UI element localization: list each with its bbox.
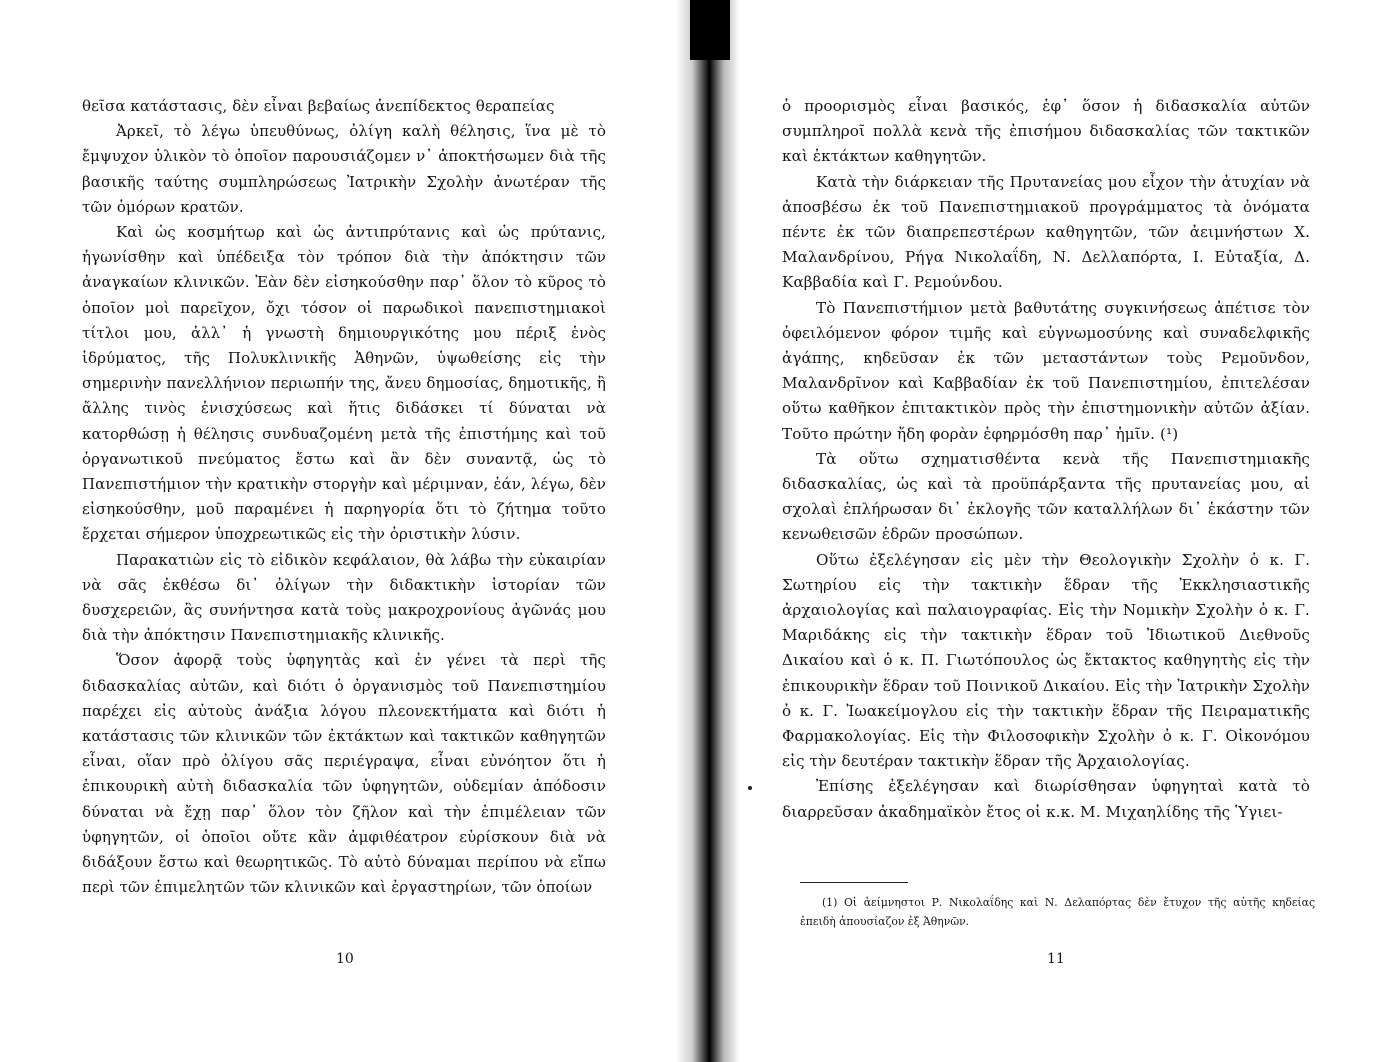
left-paragraph-1: θεῖσα κατάστασις, δὲν εἶναι βεβαίως ἀνεπίδεκτος θεραπείας <box>82 97 555 115</box>
right-paragraph-6: Ἐπίσης ἐξελέγησαν καὶ διωρίσθησαν ὑφηγηταὶ κατὰ τὸ διαρρεῦσαν ἀκαδημαϊκὸν ἔτος οἱ κ.κ. Μ. Μιχαηλίδης τῆς Ὑγιει- <box>782 777 1310 821</box>
left-paragraph-3: Καὶ ὡς κοσμήτωρ καὶ ὡς ἀντιπρύτανις καὶ ὡς πρύτανις, ἠγωνίσθην καὶ ὑπέδειξα τὸν τρόπον διὰ τὴν ἀπόκτησιν τῶν ἀναγκαίων κλινικῶν. Ἐὰν δὲν εἰσηκούσθην παρ᾿ ὅλον τὸ κῦρος τὸ ὁποῖον μοὶ παρεῖχον, ὄχι τόσον οἱ παρωδικοὶ πανεπιστημιακοὶ τίτλοι μου, ἀλλ᾿ ἡ γνωστὴ δημιουργικότης μου πέριξ ἑνὸς ἱδρύματος, τῆς Πολυκλινικῆς Ἀθηνῶν, ὑψωθείσης εἰς τὴν σημερινὴν πανελλήνιον περιωπήν της, ἄνευ δημοσίας, δημοτικῆς, ἢ ἄλλης τινὸς ἐνισχύσεως καὶ ἥτις διδάσκει τί δύναται νὰ κατορθώσῃ ἡ θέλησις συνδυαζομένη μετὰ τῆς ἐπιστήμης καὶ τοῦ ὀργανωτικοῦ πνεύματος ἔστω καὶ ἂν δὲν συναντᾷ, ὡς τὸ Πανεπιστήμιον τὴν κρατικὴν στοργὴν καὶ μέριμναν, ἐάν, λέγω, δὲν εἰσηκούσθην, μοῦ παραμένει ἡ παρηγορία ὅτι τὸ ζήτημα τοῦτο ἔρχεται σήμερον ὑποχρεωτικῶς εἰς τὴν ὁριστικὴν λύσιν. <box>82 223 606 544</box>
page-number-right: 11 <box>1047 951 1065 967</box>
left-paragraph-5: Ὅσον ἀφορᾷ τοὺς ὑφηγητὰς καὶ ἐν γένει τὰ περὶ τῆς διδασκαλίας αὐτῶν, καὶ διότι ὁ ὀργανισμὸς τοῦ Πανεπιστημίου παρέχει εἰς αὐτοὺς ἀνάξια λόγου πλεονεκτήματα καὶ διότι ἡ κατάστασις τῶν κλινικῶν τῶν ἐκτάκτων καὶ τακτικῶν καθηγητῶν εἶναι, οἵαν πρὸ ὀλίγου σᾶς περιέγραψα, εἶναι εὐνόητον ὅτι ἡ ἐπικουρικὴ αὐτὴ διδασκαλία τῶν ὑφηγητῶν, οὐδεμίαν ἀπόδοσιν δύναται νὰ ἔχῃ παρ᾿ ὅλον τὸν ζῆλον καὶ τὴν ἐπιμέλειαν τῶν ὑφηγητῶν, οἱ ὁποῖοι οὔτε κἂν ἀμφιθέατρον εὑρίσκουν διὰ νὰ διδάξουν ἔστω καὶ θεωρητικῶς. Τὸ αὐτὸ δύναμαι περίπου νὰ εἴπω περὶ τῶν ἐπιμελητῶν τῶν κλινικῶν καὶ ἐργαστηρίων, τῶν ὁποίων <box>82 651 606 897</box>
right-paragraph-1: ὁ προορισμὸς εἶναι βασικός, ἐφ᾿ ὅσον ἡ διδασκαλία αὐτῶν συμπληροῖ πολλὰ κενὰ τῆς ἐπισήμου διδασκαλίας τῶν τακτικῶν καὶ ἐκτάκτων καθηγητῶν. <box>782 97 1310 166</box>
right-paragraph-3: Τὸ Πανεπιστήμιον μετὰ βαθυτάτης συγκινήσεως ἀπέτισε τὸν ὀφειλόμενον φόρον τιμῆς καὶ εὐγνωμοσύνης καὶ συναδελφικῆς ἀγάπης, κηδεῦσαν ἐκ τῶν μεταστάντων τοὺς Ρεμοῦνδον, Μαλανδρῖνον καὶ Καββαδίαν ἐκ τοῦ Πανεπιστημίου, ἐπιτελέσαν οὕτω καθῆκον ἐπιτακτικὸν πρὸς τὴν ἐπιστημονικὴν αὐτῶν ἀξίαν. Τοῦτο πρώτην ἤδη φορὰν ἐφηρμόσθη παρ᾿ ἡμῖν. (¹) <box>782 298 1310 443</box>
page-number-left: 10 <box>336 951 354 967</box>
right-page <box>782 94 1310 825</box>
left-page <box>82 94 606 901</box>
footnote-rule <box>800 882 908 883</box>
footnote: (1) Οἱ ἀείμνηστοι Ρ. Νικολαΐδης καὶ Ν. Δελαπόρτας δὲν ἔτυχον τῆς αὐτῆς κηδείας ἐπειδὴ ἀπουσίαζον ἐξ Ἀθηνῶν. <box>800 896 1315 928</box>
right-paragraph-2: Κατὰ τὴν διάρκειαν τῆς Πρυτανείας μου εἶχον τὴν ἀτυχίαν νὰ ἀποσβέσω ἐκ τοῦ Πανεπιστημιακοῦ προγράμματος τὰ ὀνόματα πέντε ἐκ τῶν διαπρεπεστέρων καθηγητῶν, τῶν ἀειμνήστων Χ. Μαλανδρίνου, Ρήγα Νικολαΐδη, Ν. Δελλαπόρτα, Ι. Εὐταξία, Δ. Καββαδία καὶ Γ. Ρεμούνδου. <box>782 172 1310 292</box>
scan-speck <box>748 786 752 790</box>
left-paragraph-2: Ἀρκεῖ, τὸ λέγω ὑπευθύνως, ὀλίγη καλὴ θέλησις, ἵνα μὲ τὸ ἔμψυχον ὑλικὸν τὸ ὁποῖον παρουσιάζομεν ν᾿ ἀποκτήσωμεν διὰ τῆς βασικῆς ταύτης συμπληρώσεως Ἰατρικὴν Σχολὴν ἀνωτέραν τῆς τῶν ὁμόρων κρατῶν. <box>82 122 606 216</box>
right-paragraph-4: Τὰ οὕτω σχηματισθέντα κενὰ τῆς Πανεπιστημιακῆς διδασκαλίας, ὡς καὶ τὰ προϋπάρξαντα τῆς πρυτανείας μου, αἱ σχολαὶ ἐπλήρωσαν δι᾿ ἐκλογῆς τῶν καταλλήλων δι᾿ ἑκάστην τῶν κενωθεισῶν ἑδρῶν προσώπων. <box>782 449 1310 544</box>
book-gutter-shadow <box>690 0 730 60</box>
book-gutter <box>676 0 740 1062</box>
left-paragraph-4: Παρακατιὼν εἰς τὸ εἰδικὸν κεφάλαιον, θὰ λάβω τὴν εὐκαιρίαν νὰ σᾶς ἐκθέσω δι᾿ ὀλίγων τὴν διδακτικὴν ἱστορίαν τῶν δυσχερειῶν, ἃς συνήντησα κατὰ τοὺς μακροχρονίους ἀγῶνάς μου διὰ τὴν ἀπόκτησιν Πανεπιστημιακῆς κλινικῆς. <box>82 550 606 645</box>
right-paragraph-5: Οὕτω ἐξελέγησαν εἰς μὲν τὴν Θεολογικὴν Σχολὴν ὁ κ. Γ. Σωτηρίου εἰς τὴν τακτικὴν ἕδραν τῆς Ἐκκλησιαστικῆς ἀρχαιολογίας καὶ παλαιογραφίας. Εἰς τὴν Νομικὴν Σχολὴν ὁ κ. Γ. Μαριδάκης εἰς τὴν τακτικὴν ἕδραν τοῦ Ἰδιωτικοῦ Διεθνοῦς Δικαίου καὶ ὁ κ. Π. Γιωτόπουλος ὡς ἔκτακτος καθηγητὴς εἰς τὴν ἐπικουρικὴν ἕδραν τοῦ Ποινικοῦ Δικαίου. Εἰς τὴν Ἰατρικὴν Σχολὴν ὁ κ. Γ. Ἰωακείμογλου εἰς τὴν τακτικὴν ἕδραν τῆς Πειραματικῆς Φαρμακολογίας. Εἰς τὴν Φιλοσοφικὴν Σχολὴν ὁ κ. Γ. Οἰκονόμου εἰς τὴν δευτέραν τακτικὴν ἕδραν τῆς Ἀρχαιολογίας. <box>782 550 1310 771</box>
